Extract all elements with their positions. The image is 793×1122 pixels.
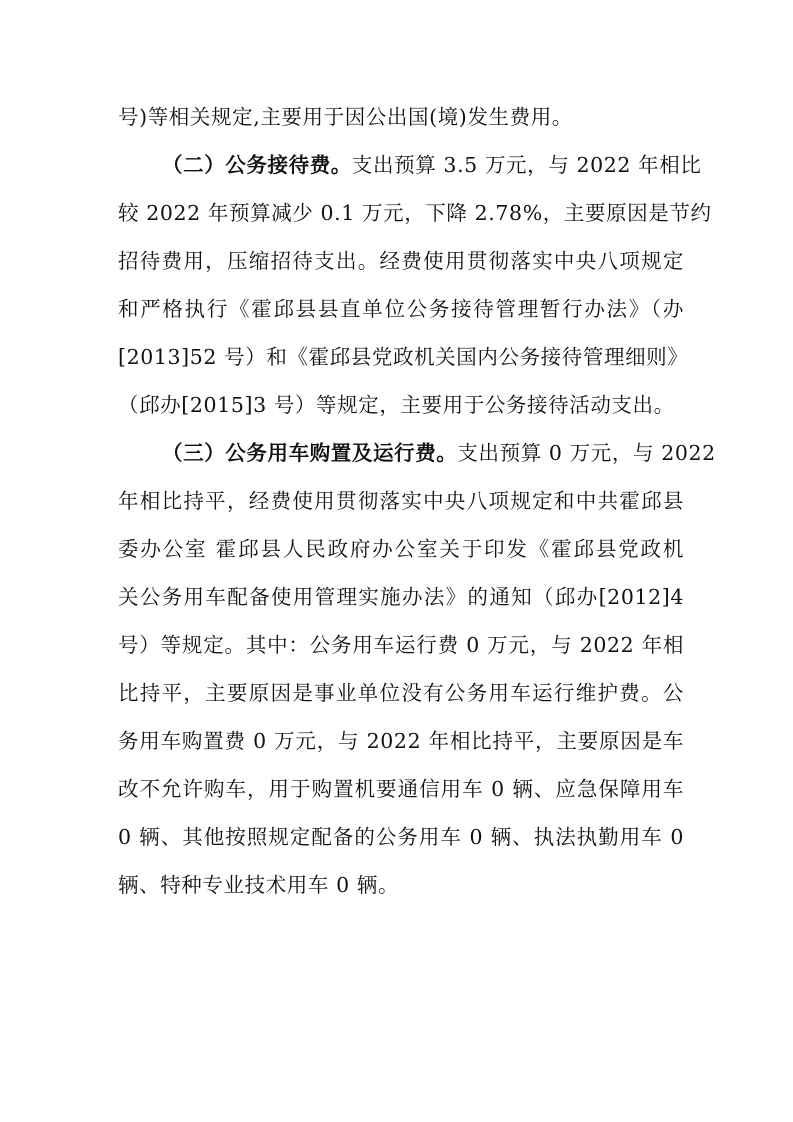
line-text: 支出预算 3.5 万元，与 2022 年相比 [351, 153, 702, 177]
paragraph-line [118, 765, 684, 813]
paragraph-line [118, 93, 684, 141]
line-text: [2013]52 号）和《霍邱县党政机关国内公务接待管理细则》 [118, 345, 689, 369]
section-heading-line [118, 141, 702, 189]
section-heading-line [118, 429, 716, 477]
line-text: 委办公室 霍邱县人民政府办公室关于印发《霍邱县党政机 [118, 537, 684, 561]
line-text: 0 辆、其他按照规定配备的公务用车 0 辆、执法执勤用车 0 [118, 825, 684, 849]
line-text: 关公务用车配备使用管理实施办法》的通知（邱办[2012]4 [118, 585, 684, 609]
paragraph-line [118, 573, 684, 621]
line-text: 改不允许购车，用于购置机要通信用车 0 辆、应急保障用车 [118, 777, 684, 801]
line-text: 支出预算 0 万元，与 2022 [457, 441, 716, 465]
paragraph-line [118, 381, 684, 429]
line-text: 年相比持平，经费使用贯彻落实中央八项规定和中共霍邱县 [118, 489, 684, 513]
line-text: 较 2022 年预算减少 0.1 万元，下降 2.78%，主要原因是节约 [118, 201, 712, 225]
document-body [118, 93, 716, 909]
paragraph-line [118, 813, 684, 861]
paragraph-line [118, 717, 684, 765]
paragraph-line [118, 237, 684, 285]
paragraph-line [118, 525, 684, 573]
paragraph-line [118, 861, 684, 909]
paragraph-line [118, 621, 684, 669]
paragraph-line [118, 285, 684, 333]
paragraph-line [118, 669, 684, 717]
section-heading: （三）公务用车购置及运行费。 [162, 441, 458, 465]
line-text: （邱办[2015]3 号）等规定，主要用于公务接待活动支出。 [118, 393, 675, 417]
line-text: 务用车购置费 0 万元，与 2022 年相比持平，主要原因是车 [118, 729, 684, 753]
line-text: 号)等相关规定,主要用于因公出国(境)发生费用。 [118, 105, 573, 129]
paragraph-line [118, 477, 684, 525]
paragraph-line [118, 333, 689, 381]
line-text: 和严格执行《霍邱县县直单位公务接待管理暂行办法》（办 [118, 297, 684, 321]
line-text: 招待费用，压缩招待支出。经费使用贯彻落实中央八项规定 [118, 249, 684, 273]
section-heading: （二）公务接待费。 [162, 153, 352, 177]
paragraph-line [118, 189, 712, 237]
line-text: 比持平，主要原因是事业单位没有公务用车运行维护费。公 [118, 681, 684, 705]
line-text: 辆、特种专业技术用车 0 辆。 [118, 873, 400, 897]
line-text: 号）等规定。其中：公务用车运行费 0 万元，与 2022 年相 [118, 633, 684, 657]
